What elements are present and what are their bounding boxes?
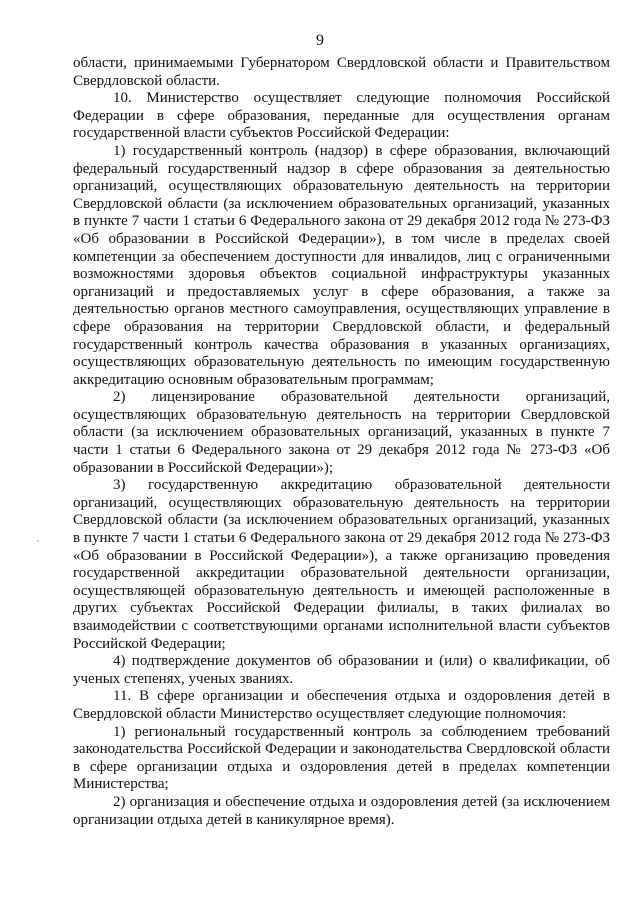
paragraph-clause-11: 11. В сфере организации и обеспечения отдыха и оздоровления детей в Свердловской области Министерство осуществляет следующие полномочия: <box>73 688 610 722</box>
paragraph-clause-10: 10. Министерство осуществляет следующие полномочия Российской Федерации в сфере образования, переданные для осуществления органам государственной власти субъектов Российской Федерации: <box>73 90 610 142</box>
paragraph-clause-10-item-3: 3) государственную аккредитацию образовательной деятельности организаций, осуществляющих образовательную деятельность на территории Свердловской области (за исключением образовательных организаций, указанных в пункте 7 части 1 статьи 6 Федерального закона от 29 декабря 2012 года № 273-ФЗ «Об образовании в Российской Федерации»), а также организацию проведения государственной аккредитации образовательной деятельности организации, осуществляющей образовательную деятельность и имеющей расположенные в других субъектах Российской Федерации филиалы, в таких филиалах во взаимодействии с соответствующими органами исполнительной власти субъектов Российской Федерации; <box>73 477 610 652</box>
paragraph-clause-11-item-1: 1) региональный государственный контроль за соблюдением требований законодательства Российской Федерации и законодательства Свердловской области в сфере организации отдыха и оздоровления детей в пределах компетенции Министерства; <box>73 723 610 793</box>
page-number: 9 <box>316 32 324 49</box>
paragraph-clause-11-item-2: 2) организация и обеспечение отдыха и оздоровления детей (за исключением организации отдыха детей в каникулярное время). <box>73 793 610 828</box>
scan-speck <box>37 540 39 542</box>
paragraph-continuation: области, принимаемыми Губернатором Свердловской области и Правительством Свердловской области. <box>73 55 610 89</box>
paragraph-clause-10-item-4: 4) подтверждение документов об образовании и (или) о квалификации, об ученых степенях, ученых званиях. <box>73 653 610 687</box>
paragraph-clause-10-item-1: 1) государственный контроль (надзор) в сфере образования, включающий федеральный государственный надзор в сфере образования за деятельностью организаций, осуществляющих образовательную деятельность на территории Свердловской области (за исключением образовательных организаций, указанных в пункте 7 части 1 статьи 6 Федерального закона от 29 декабря 2012 года № 273-ФЗ «Об образовании в Российской Федерации»), в том числе в пределах своей компетенции за обеспечением доступности для инвалидов, лиц с ограниченными возможностями здоровья объектов социальной инфраструктуры указанных организаций и предоставляемых услуг в сфере образования, а также за деятельностью органов местного самоуправления, осуществляющих управление в сфере образования на территории Свердловской области, и федеральный государственный контроль качества образования в указанных организациях, осуществляющих образовательную деятельность по имеющим государственную аккредитацию основным образовательным программам; <box>73 142 610 388</box>
paragraph-clause-10-item-2: 2) лицензирование образовательной деятельности организаций, осуществляющих образовательную деятельность на территории Свердловской области (за исключением образовательных организаций, указанных в пункте 7 части 1 статьи 6 Федерального закона от 29 декабря 2012 года № 273-ФЗ «Об образовании в Российской Федерации»); <box>73 389 610 476</box>
document-body <box>73 55 610 829</box>
